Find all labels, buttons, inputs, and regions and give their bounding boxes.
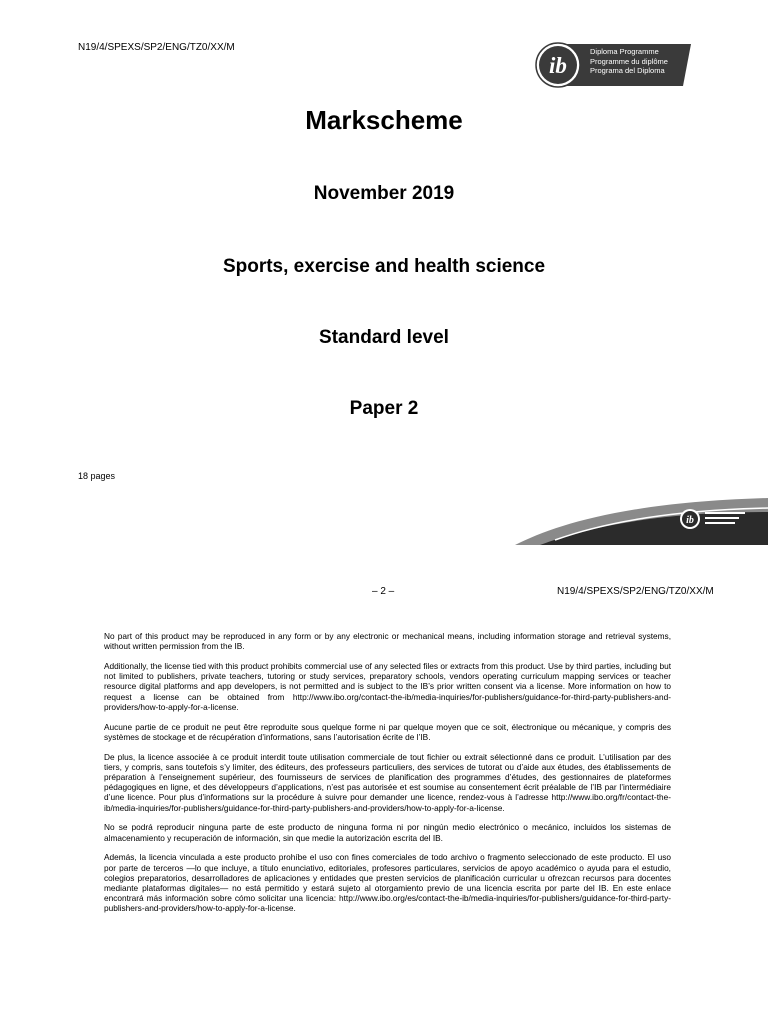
document-title: Markscheme [305,105,463,135]
subject-name: Sports, exercise and health science [222,256,546,277]
svg-text:ib: ib [686,515,694,526]
page-number: – 2 – [372,586,395,597]
level-name: Standard level [319,327,449,348]
logo-text [590,47,668,76]
document-code: N19/4/SPEXS/SP2/ENG/TZ0/XX/M [557,586,714,597]
ib-logo [535,42,691,88]
logo-line: Programme du diplôme [590,56,668,66]
exam-date: November 2019 [313,183,455,204]
ib-footer-swoosh-icon [515,490,768,545]
logo-line: Programa del Diploma [590,66,665,75]
license-paragraph: No se podrá reproducir ninguna parte de este producto de ninguna forma ni por ningún medio electrónico o mecánico, incluidos los sistemas de almacenamiento y recuperación de información, sin que medie la autorización escrita del IB. [104,822,671,843]
license-paragraph: De plus, la licence associée à ce produit interdit toute utilisation commerciale de tout fichier ou extrait sélectionné dans ce produit. L’utilisation par des tiers, y compris, sans toutefois s’y limiter, des éditeurs, des professeurs particuliers, des services de tutorat ou d’aide aux études, des établissements de préparation à l’enseignement supérieur, des fournisseurs de services de planification des programmes d’études, des gestionnaires de plateformes pédagogiques en ligne, et des développeurs d’applications, n’est pas autorisée et est soumise au consentement écrit préalable de l’IB par l’intermédiaire d’une licence. Pour plus d’informations sur la procédure à suivre pour demander une licence, rendez-vous à l’adresse http://www.ibo.org/fr/contact-the-ib/media-inquiries/for-publishers/guidance-for-third-party-publishers-and-providers/how-to-apply-for-a-license. [104,751,671,813]
license-paragraph: Aucune partie de ce produit ne peut être reproduite sous quelque forme ni par quelque moyen que ce soit, électronique ou mécanique, y compris des systèmes de stockage et de récupération d’informations, sans l’autorisation écrite de l’IB. [104,721,671,742]
license-text [104,631,671,923]
license-paragraph: Additionally, the license tied with this product prohibits commercial use of any selected files or extracts from this product. Use by third parties, including but not limited to publishers, private teachers, tutoring or study services, preparatory schools, vendors operating curriculum mapping services or teacher resource digital platforms and app developers, is not permitted and is subject to the IB’s prior written consent via a license. More information on how to request a license can be obtained from http://www.ibo.org/contact-the-ib/media-inquiries/for-publishers/guidance-for-third-party-publishers-and-providers/how-to-apply-for-a-license. [104,661,671,712]
license-paragraph: No part of this product may be reproduced in any form or by any electronic or mechanical means, including information storage and retrieval systems, without written permission from the IB. [104,631,671,652]
license-paragraph: Además, la licencia vinculada a este producto prohíbe el uso con fines comerciales de todo archivo o fragmento seleccionado de este producto. El uso por parte de terceros —lo que incluye, a título enunciativo, editoriales, profesores particulares, servicios de apoyo académico o ayuda para el estudio, colegios preparatorios, desarrolladores de aplicaciones y entidades que presten servicios de planificación curricular u ofrezcan recursos para docentes mediante plataformas digitales— no está permitido y estará sujeto al otorgamiento previo de una licencia escrita por parte del IB. En este enlace encontrará más información sobre cómo solicitar una licencia: http://www.ibo.org/es/contact-the-ib/media-inquiries/for-publishers/guidance-for-third-party-publishers-and-providers/how-to-apply-for-a-license. [104,852,671,914]
logo-line: Diploma Programme [590,47,659,56]
page-count: 18 pages [78,471,116,481]
document-code: N19/4/SPEXS/SP2/ENG/TZ0/XX/M [78,42,235,53]
license-page [0,545,768,1024]
svg-text:ib: ib [549,53,567,78]
paper-name: Paper 2 [349,398,419,419]
